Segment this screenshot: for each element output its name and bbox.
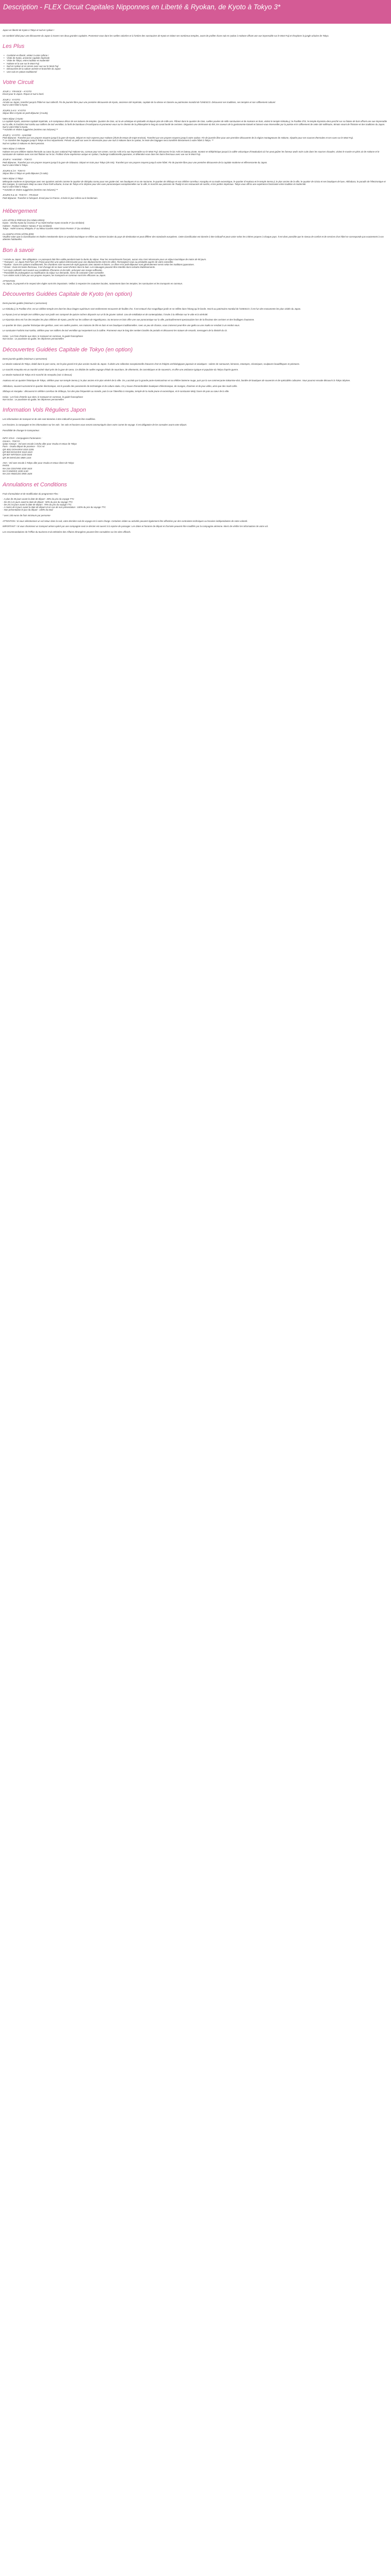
savoir-line: * Transport : Le Japan Rail Pass (JR Pass) peut être une option intéressante pour vos déplacements entre les villes. Renseignez-vous au préalable auprès de votre conseiller. <box>3 260 174 263</box>
flight-line: Paris - Osaka départ de province - TGV Air <box>3 445 45 448</box>
decouv-tokyo-item: Shibuya et Harajuku : découvrez le célèbre carrefour de Shibuya, l'un des plus fréquentés au monde, puis la rue Takeshita à Harajuku, temple de la mode jeune et excentrique, et le sanctuaire Meiji, havre de paix au cœur de la ville. <box>3 390 230 393</box>
decouv-kyoto-item: Le sanctuaire Fushimi Inari-taisha, célèbre pour ses milliers de torii vermillon qui serpentent sur la colline. Promenez-vous le long des sentiers bordés de portails et découvrez les statues de renards, messagers de la divinité du riz. <box>3 329 227 332</box>
hotel-line: Kyoto : Vischio Kyoto by Granvia 3* ou Hotel Keihan Kyoto Grande 3* (ou similaire) <box>3 222 85 225</box>
day-text: ** Le transfert des bagages jusqu'à Tokyo se fera séparément. Prévoir un petit sac avec le nécessaire pour une nuit à Hakone dans le ryokan, le reste des bagages sera transféré directement à votre hôtel à Tokyo. ** <box>3 139 214 142</box>
hotels-title: LES HÔTELS PRÉVUS (OU SIMILAIRES) <box>3 219 45 222</box>
vols-line: Les horaires, la compagnie et les informations sur les vols : les vols et horaires vous seront communiqués dans votre carnet de voyage. Il est obligatoire de les consulter avant votre départ. <box>3 423 187 426</box>
description-content <box>0 24 391 536</box>
intro-text: Un combiné idéal pour une découverte du Japon à travers ses deux grandes capitales. Promenez-vous dans les ruelles colorées et à l'ombre des sanctuaires de Kyoto et visitez ses nombreux temples, avant de profiter d'une nuit en ryokan à Hakone offrant une vue imprenable sur le Mont Fuji et d'explorer la jungle urbaine de Tokyo. <box>3 34 329 37</box>
decouv-tokyo-sub: Demi-journée guidée (minimum 2 personnes) <box>3 357 47 360</box>
day-title: JOUR 5 : KYOTO - HAKONE <box>3 133 31 137</box>
day-text: Petit déjeuner. Transfert par vos propres moyens jusqu'à la gare de Odawara. Départ en train pour Tokyo (45 min). Transfert par vos propres moyens jusqu'à votre hôtel. Fin de journée libre pour une première découverte de la capitale moderne et effervescente du Japon. <box>3 161 268 164</box>
classification-title: CLASSIFICATION HÔTELIÈRE <box>3 232 34 235</box>
decouv-tokyo-item: Le Musée National de Tokyo et le marché de Ameyoko (voir ci-dessus) <box>3 374 72 377</box>
day-text: Arrivée au Japon, transfert jusqu'à l'hôtel en taxi collectif. Fin de journée libre pour une première découverte de Kyoto, ancienne cité impériale, capitale de la vitesse et classée au patrimoine mondial de l'UNESCO. Découvrez ses traditions, ses temples et son raffinement culturel. <box>3 101 276 104</box>
annul-line: ATTENTION ! Si vous sélectionnez un vol retour dans la nuit, votre dernière nuit de voyage est à votre charge. Certaines visites ou activités peuvent également être affectées par des contraintes techniques ou horaires indépendantes de notre volonté. <box>3 519 248 522</box>
flight-line: Qatar Airways : Vol avec escale à Doha aller pour Osaka et retour de Tokyo <box>3 443 77 446</box>
day-text: Nuit à votre hôtel à Tokyo. <box>3 185 28 189</box>
flight-line: QR 39 DOH/CDG 0805 1315 <box>3 456 31 459</box>
vols-sample-title: INFO VOLS - Compagnies Partenaires : <box>3 437 42 440</box>
flight-line: NH 215 HND/CDG 0945 1625 <box>3 472 32 476</box>
hebergement-heading: Hébergement <box>3 208 37 215</box>
savoir-line: * Les visites sont à faire par vos propres moyens, les transports en commun sont très efficaces au Japon. <box>3 274 106 277</box>
day-text: Nuit à votre hôtel à Tokyo. <box>3 163 28 166</box>
decouv-kyoto-sub: Demi-journée guidée (minimum 2 personnes) <box>3 302 47 305</box>
day-text: Petit déjeuner. Transfert à l'aéroport. Envol pour la France. Arrivée le jour même ou le lendemain. <box>3 196 98 199</box>
savoir-line: * Ryokan : Dans les ryokans traditionnels, les chambres sont souvent de style japonais avec tatamis et futons. Le dîner et le petit-déjeuner sont généralement servis selon les traditions japonaises. <box>3 263 194 266</box>
list-item: • Hakone et la vue sur le Mont Fuji <box>3 62 388 65</box>
decouv-kyoto-item: Le Ryoan-ji est un temple zen célèbre pour son jardin sec composé de quinze rochers disposés sur un lit de gravier ratissé. Lieu de méditation et de contemplation, il invite à la réflexion sur le vide et la sérénité. <box>3 313 208 316</box>
decouv-kyoto-heading: Découvertes Guidées Capitale de Kyoto (en option) <box>3 291 133 298</box>
decouv-tokyo-item: Le marché Ameyoko est un marché animé situé près de la gare de Ueno. Ce dédale de ruelles regorge d'étals de nourriture, de vêtements, de cosmétiques et de souvenirs, et offre une ambiance typique et populaire du Tokyo d'après-guerre. <box>3 368 239 371</box>
savoir-line: * Onsen : Dans les bains thermaux, il est d'usage de se laver avant d'entrer dans le bain. Les tatouages peuvent être interdits dans certains établissements. <box>3 266 156 269</box>
vols-line: Possibilité de changer le transporteur. <box>3 429 40 432</box>
day-title: JOURS 9 & 10 : TOKYO – FRANCE <box>3 194 39 197</box>
day-title: JOURS 3 et 5 : KYOTO <box>3 109 26 112</box>
day-text: Petit déjeuner. Transfert par vos propres moyens jusqu'à la gare de Kyoto. Départ en train express pour Hakone (2h20 de temps de trajet environ). Transfert par vos propres moyens jusqu'à votre ryokan. Fin de journée libre pour une première découverte de la région montagneuse de Hakone, réputée pour ses sources thermales et ses vues sur le Mont Fuji. <box>3 137 353 140</box>
vols-heading: Information Vols Réguliers Japon <box>3 407 86 414</box>
day-text: **Activités et Visites suggérées (entrées non incluses) ** <box>3 128 58 131</box>
day-text: Séjour libre à Kyoto en petit déjeuner (3 nuits). <box>3 112 48 115</box>
list-item: • Visite de Kyoto, ancienne capitale impériale <box>3 57 388 59</box>
decouv-kyoto-not-included: Non inclus : Le pourboire du guide, les dépenses personnelles <box>3 337 64 341</box>
annul-line: - De 20 à 8 jours avant la date de départ : 75% du prix du voyage TTC <box>3 503 72 506</box>
flight-line: PARIS <box>3 464 9 467</box>
savoir-lines <box>3 258 388 277</box>
annul-line: Frais d'annulation et de modification du programme Flex : <box>3 492 59 495</box>
day-text: La capitale Kyoto, ancienne capitale impériale, a le somptueux décor de ses toitures de temples. Quartier de Gion, où la vie artistique et spirituelle vit depuis plus de mille ans. Flânez dans le quartier de Gion, ruelles pavées de mille sanctuaires et de maisons en bois, visitez le temple Kinkaku-ji, le Pavillon d'Or, le temple Kiyomizu-dera perché sur sa falaise de bois offrant une vue imprenable sur la ville, le Fushimi Inari-taisha aux milliers de torii vermillon, la forêt de bambous d'Arashiyama et promenez-vous sur le chemin de la philosophie le long du canal bordé de cerisiers. Dégustez une cérémonie du thé, les saveurs de la gastronomie kaiseki et laissez-vous émerveiller par la poésie et le raffinement de cette cité millénaire, témoin vivant de l'histoire et des traditions du Japon. <box>3 120 387 126</box>
decouv-tokyo-item: Akihabara, souvent surnommé le quartier électronique, est le paradis des passionnés de technologie et de culture otaku. On y trouve d'innombrables boutiques d'électronique, de mangas, d'animes et de jeux vidéo, ainsi que des maid cafés. <box>3 384 238 387</box>
classification-text: Veuillez noter que la classification en étoiles mentionnée dans ce produit touristique se réfère aux normes locales du pays de destination et peut différer des standards européens. Cette classification est donnée à titre indicatif et peut varier selon les critères propres à chaque pays. Il est donc possible que le niveau de confort et de services d'un hôtel ne corresponde pas exactement à vos attentes habituelles. <box>3 235 384 241</box>
decouv-tokyo-item: Le Musée national de Tokyo, établi dans le parc Ueno, est le plus grand et le plus ancien musée du Japon. Il abrite une collection exceptionnelle d'œuvres d'art et d'objets archéologiques japonais et asiatiques : sabres de samouraïs, kimonos, estampes, céramiques, sculptures bouddhiques et peintures. <box>3 363 300 366</box>
list-item: • Visite de Tokyo, entre tradition et modernité <box>3 59 388 62</box>
flight-line: NH 9 HND/KIX 1030 1130 <box>3 470 28 473</box>
hotel-line: Tokyo : Hotel Gracery Shinjuku 3* ou Mitsui Garden Hotel Ginza Premier 3* (ou similaire) <box>3 227 90 230</box>
attention-text: Au Japon, la propreté et le respect des règles sont très importants. Veillez à respecter les coutumes locales, notamment dans les temples, les sanctuaires et les transports en commun. <box>3 282 183 285</box>
circuit-heading: Votre Circuit <box>3 79 34 86</box>
day-title: JOURS 6 à 9 : TOKYO <box>3 169 25 172</box>
list-item: • Découverte de la culture animée et branchée du Japon <box>3 67 388 70</box>
day-text: Séjour libre à Tokyo en petit déjeuner (3 nuits). <box>3 172 48 175</box>
flight-line: QR 803 DOHA/KIX 0110 1615 <box>3 450 32 453</box>
day-title: JOUR 1 : FRANCE – KYOTO <box>3 90 32 93</box>
savoir-heading: Bon à savoir <box>3 247 35 253</box>
vols-sample2-lines <box>3 464 388 475</box>
annul-line: - A moins de 8 jours avant la date de départ et en cas de non présentation : 100% du prix du voyage TTC <box>3 506 106 509</box>
decouv-tokyo-not-included: Non inclus : Le pourboire du guide, les dépenses personnelles <box>3 398 64 401</box>
day-title: Votre Séjour à Hakone <box>3 147 25 150</box>
plus-list <box>3 54 388 73</box>
day-text: Nuit à votre hôtel à Kyoto. <box>3 125 28 128</box>
flight-line: QR 4012 DOHA/KIX 0315 2205 <box>3 448 34 451</box>
annul-line: IMPORTANT ! Si vous choisissez un transport aérien opéré par une compagnie seul ce dernier est ouvert à la reprise de passager. Les dates et horaires de départ et d'arrivée peuvent être modifiés par la compagnie aérienne. Merci de vérifier les informations de votre vol. <box>3 525 268 528</box>
vols-sample-sub: OSAKA - TOKYO <box>3 439 20 443</box>
annul-line: Les recommandations de l'Office du tourisme et du Ministère des Affaires Étrangères peuvent être consultées sur les sites officiels. <box>3 530 131 533</box>
decouv-kyoto-item: Le Kinkaku-ji, le Pavillon d'Or, est un célèbre temple zen dont les deux étages supérieurs sont entièrement recouverts de feuilles d'or. Il est entouré d'un magnifique jardin et se reflète dans l'étang qui le borde. Inscrit au patrimoine mondial de l'UNESCO, il est l'un des monuments les plus visités du Japon. <box>3 308 301 311</box>
day-title: JOUR 6 : HAKONE – TOKYO <box>3 158 32 161</box>
day-title: Votre Séjour à Kyoto <box>3 117 23 120</box>
savoir-line: * Arrivée au Japon : titre obligatoire. Le passeport doit être valide pendant toute la durée du séjour. Pour les ressortissants français, aucun visa n'est nécessaire pour un séjour touristique de moins de 90 jours. <box>3 258 207 261</box>
vols-sample-lines <box>3 443 388 459</box>
day-text: Métropole moderne et dynamique avec ses quartiers animés comme le quartier de Shinjuku connu pour ses gratte-ciel, ses boutiques et sa vie nocturne, le quartier de Shibuya et son célèbre carrefour, Harajuku et sa mode excentrique, le quartier d'Asakusa et le temple Senso-ji, le plus ancien de la ville, le quartier de Ginza et ses boutiques de luxe, Akihabara, le paradis de l'électronique et des mangas, le sanctuaire Meiji au cœur d'une forêt urbaine, la tour de Tokyo et le Skytree pour des vues panoramiques exceptionnelles sur la ville, le marché aux poissons de Tsukiji et ses restaurants de sushis, et les jardins impériaux. Tokyo vous offrira une expérience fascinante entre tradition et modernité. <box>3 180 386 186</box>
decouv-kyoto-item: Le quartier de Gion, quartier historique des geishas, avec ses ruelles pavées, ses maisons de thé en bois et ses boutiques traditionnelles. Avec un peu de chance, vous croiserez peut-être une geiko ou une maiko se rendant à un rendez-vous. <box>3 324 240 327</box>
savoir-line: * Possibilité de prolongation ou modification du séjour sur demande, merci de contacter votre conseiller. <box>3 272 105 274</box>
annul-line: - Non présentation le jour du départ : 100% du total <box>3 509 53 512</box>
hotel-line: Hakone : Ryokan Hakone Yutowa 3* (ou similaire) <box>3 224 52 227</box>
plus-heading: Les Plus <box>3 43 25 49</box>
day-title: JOUR 2 : KYOTO <box>3 98 20 101</box>
annul-line: * avec 150 euros de frais minimum par personne <box>3 514 51 517</box>
decouv-tokyo-item: Asakusa est un quartier historique de Tokyo, célèbre pour son temple Senso-ji, le plus ancien et le plus vénéré de la ville. On y accède par la grande porte Kaminarimon et sa célèbre lanterne rouge, puis par la rue commerçante Nakamise-dori, bordée de boutiques de souvenirs et de spécialités culinaires. Vous pourrez ensuite découvrir la Tokyo Skytree. <box>3 379 351 382</box>
list-item: • Combiné en liberté, visitez à votre rythme ! <box>3 54 388 57</box>
annul-lines <box>3 493 388 536</box>
annul-heading: Annulations et Conditions <box>3 481 67 488</box>
vols-line: Les informations de transport et de vols sont données à titre indicatif et peuvent être modifiées. <box>3 418 96 421</box>
vols-sample2-title: ANA : Vol sans escale à Tokyo aller pour Osaka et retour direct de Tokyo <box>3 462 74 465</box>
day-title: Votre Séjour à Tokyo <box>3 177 23 180</box>
decouv-tokyo-included: Inclus : Les frais d'entrée aux sites, le transport en commun, le guide francophone <box>3 395 83 398</box>
annul-line: - De 30 à 21 jours avant la date de départ : 50% du prix du voyage TTC <box>3 500 73 503</box>
title-bar <box>0 0 391 24</box>
list-item: • Nuit en ryokan et en onsen avec vue sur le Mont Fuji <box>3 65 388 67</box>
intro-tagline: Japon en liberté de Kyoto à Tokyo et nuit en ryokan ! <box>3 29 55 31</box>
flight-line: QR 807 NRT/DOH 2220 0440 <box>3 453 32 456</box>
day-text: Nuit en ryokan à Hakone en demi-pension. <box>3 142 45 145</box>
itinerary-days <box>3 90 388 202</box>
annul-line: - A plus de 30 jours avant la date de départ : 30% du prix du voyage TTC <box>3 498 74 501</box>
day-text: Hakone est une célèbre station thermale au cœur du parc national Fuji-Hakone-Izu, connue pour ses onsen, son lac Ashi et la vue imprenable sur le Mont Fuji. Découvrez le lac Ashi en bateau pirate, montez en téléphérique jusqu'à la vallée volcanique d'Owakudani où l'on peut goûter les fameux œufs noirs cuits dans les sources chaudes, visitez le musée en plein air de Hakone et le sanctuaire de Hakone avec son torii flottant sur le lac. Profitez d'une expérience unique en ryokan, l'auberge traditionnelle japonaise, et détendez-vous dans les bains thermaux avec vue sur le Mont Fuji. <box>3 150 380 156</box>
attention-label: ATTENTION <box>3 279 15 282</box>
flight-line: NH 216 CDG/HND 1030 1615 <box>3 467 32 470</box>
day-text: Envol pour le Japon. Repas et nuit à bord. <box>3 93 44 96</box>
decouv-tokyo-heading: Découvertes Guidées Capitale de Tokyo (en option) <box>3 346 133 353</box>
vols-lines <box>3 418 388 434</box>
savoir-line: * Les taxis collectifs sont soumis aux conditions d'horaires et de trafic, prévoyez une marge suffisante. <box>3 268 103 272</box>
decouv-kyoto-item: Le Kiyomizu-dera est l'un des temples les plus célèbres de Kyoto, perché sur les collines de Higashiyama. Sa terrasse en bois offre une vue panoramique sur la ville, particulièrement spectaculaire lors de la floraison des cerisiers et des feuillages d'automne. <box>3 318 255 321</box>
page-title: Description - FLEX Circuit Capitales Nipponnes en Liberté & Ryokan, de Kyoto à Tokyo 3* <box>3 3 281 11</box>
day-text: **Activités et Visites suggérées (entrées non incluses) ** <box>3 188 58 191</box>
list-item: • Une nuit en ryokan traditionnel <box>3 71 388 73</box>
decouv-kyoto-included: Inclus : Les frais d'entrée aux sites, le transport en commun, le guide francophone <box>3 335 83 338</box>
day-text: Nuit à votre hôtel à Kyoto. <box>3 104 28 107</box>
